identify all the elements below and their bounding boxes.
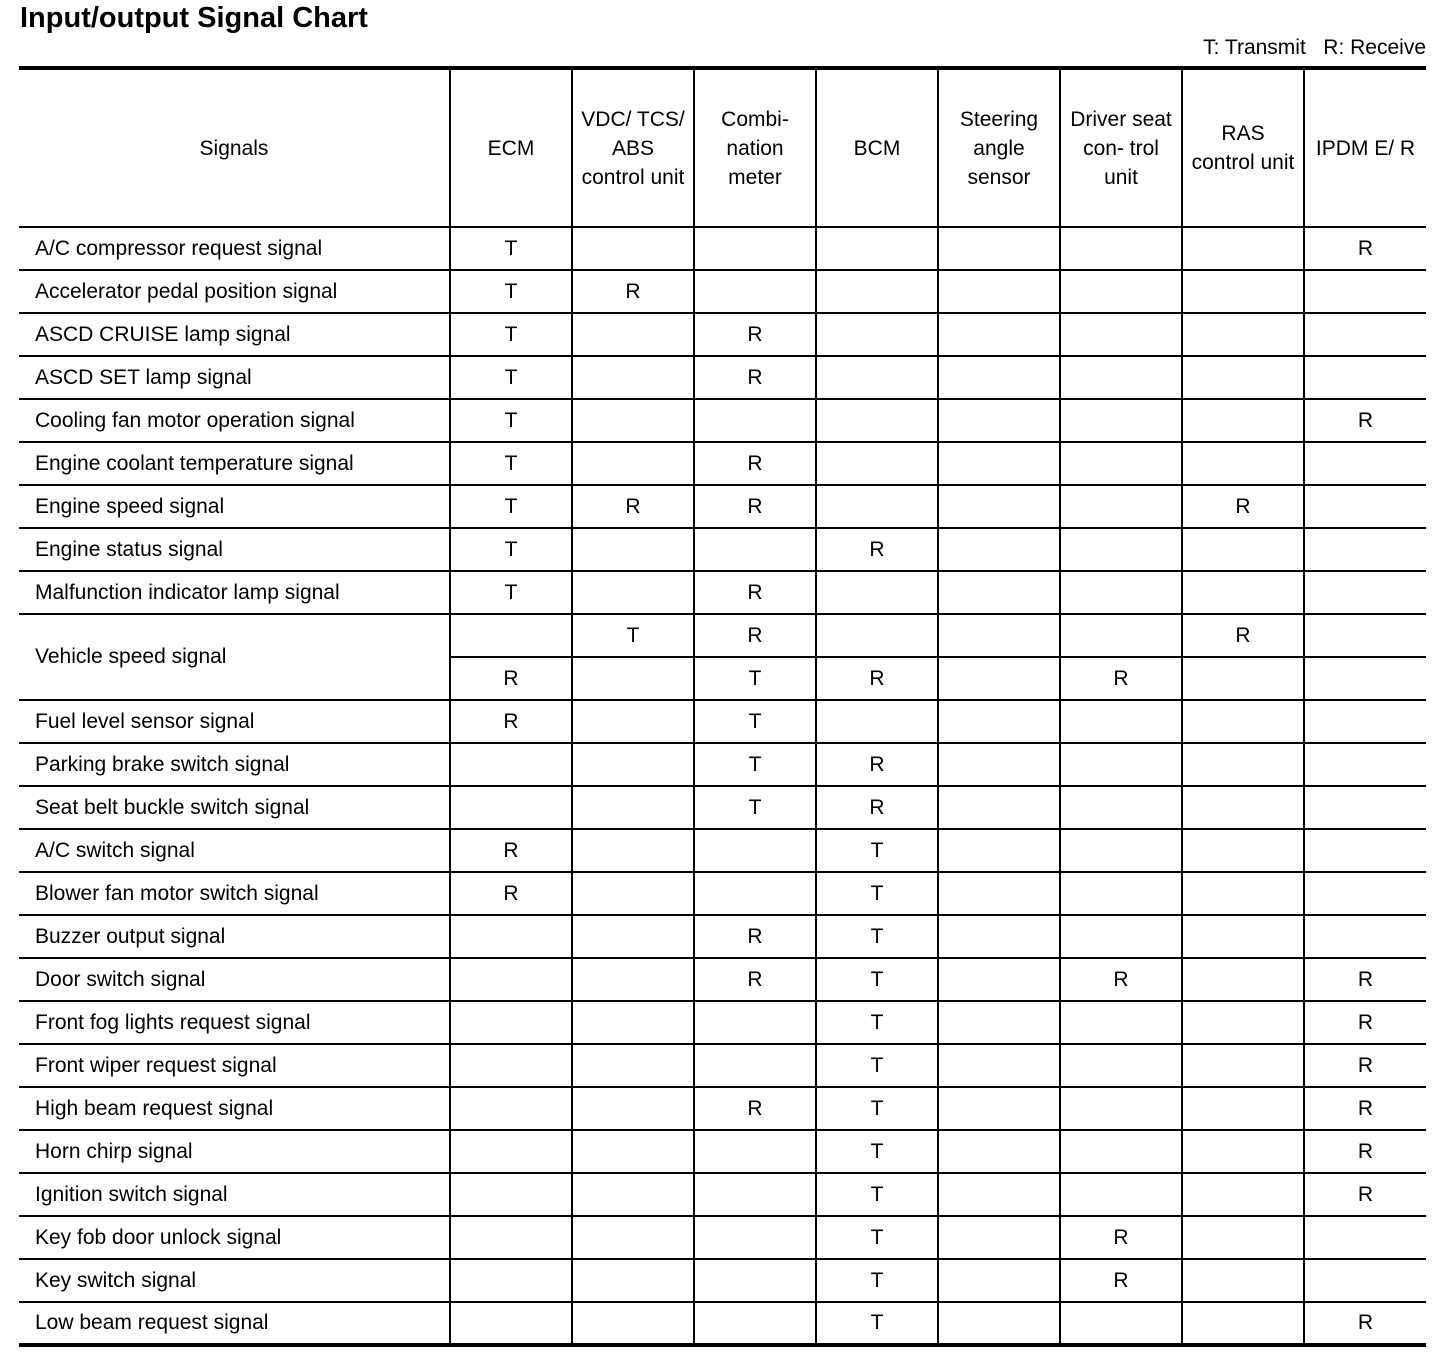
table-row [19,356,1426,399]
signal-value-cell [938,657,1060,700]
signal-value-cell: T [816,1216,938,1259]
signal-value-cell [1060,399,1182,442]
signal-value-cell: T [450,399,572,442]
column-header-ipdm-er: IPDM E/ R [1304,68,1426,227]
signal-value-cell [1182,442,1304,485]
signal-value-cell [938,356,1060,399]
signal-value-cell [1182,1001,1304,1044]
signal-value-cell [1304,1216,1426,1259]
signal-value-cell [938,1173,1060,1216]
signal-value-cell [1060,1130,1182,1173]
signal-value-cell: R [816,528,938,571]
signal-value-cell [450,786,572,829]
signal-value-cell [1304,442,1426,485]
signal-value-cell: T [694,700,816,743]
signal-value-cell [572,399,694,442]
signal-value-cell [1182,1259,1304,1302]
signal-value-cell [694,1173,816,1216]
signal-value-cell [938,1216,1060,1259]
signal-value-cell [694,829,816,872]
signal-value-cell [1304,528,1426,571]
signal-value-cell [450,958,572,1001]
signal-value-cell: T [816,1130,938,1173]
signal-value-cell [1182,399,1304,442]
signal-value-cell: R [694,356,816,399]
signal-value-cell: R [1304,1302,1426,1345]
signal-value-cell: T [450,442,572,485]
signal-value-cell [450,1216,572,1259]
signal-name-cell: Engine coolant temperature signal [19,442,450,485]
header-row [19,68,1426,227]
signal-value-cell [694,1259,816,1302]
signal-value-cell: T [450,270,572,313]
signal-value-cell [572,872,694,915]
signal-value-cell: R [450,872,572,915]
signal-value-cell: T [450,356,572,399]
signal-value-cell [572,1001,694,1044]
signal-value-cell [1304,270,1426,313]
signal-value-cell: R [450,657,572,700]
signal-value-cell: R [1304,1044,1426,1087]
signal-value-cell [1182,313,1304,356]
signal-value-cell [694,227,816,270]
legend-text: T: Transmit R: Receive [1203,36,1426,59]
signal-value-cell [938,399,1060,442]
signal-value-cell [1182,356,1304,399]
signal-value-cell [938,872,1060,915]
signal-value-cell [938,528,1060,571]
signal-value-cell [1060,1087,1182,1130]
signal-value-cell [938,485,1060,528]
signal-value-cell [450,1259,572,1302]
signal-name-cell: Horn chirp signal [19,1130,450,1173]
signal-value-cell: T [816,1044,938,1087]
page-title: Input/output Signal Chart [20,2,368,34]
signal-value-cell: T [694,657,816,700]
signal-value-cell: R [694,958,816,1001]
signal-value-cell: T [450,485,572,528]
signal-value-cell: T [450,227,572,270]
signal-value-cell: T [694,786,816,829]
table-row [19,270,1426,313]
signal-value-cell [572,571,694,614]
signal-value-cell [816,614,938,657]
signal-value-cell [1182,571,1304,614]
signal-value-cell: R [1304,958,1426,1001]
table-row [19,1044,1426,1087]
signal-value-cell [1060,1302,1182,1345]
signal-value-cell [572,1044,694,1087]
signal-value-cell: R [1060,1216,1182,1259]
signal-value-cell [1060,270,1182,313]
table-row [19,915,1426,958]
signal-value-cell [450,1173,572,1216]
signal-value-cell [694,1044,816,1087]
signal-value-cell [1304,657,1426,700]
signal-value-cell [938,700,1060,743]
signal-value-cell [572,442,694,485]
signal-value-cell: R [694,1087,816,1130]
signal-value-cell [1182,958,1304,1001]
signal-value-cell [1060,743,1182,786]
signal-name-cell: Ignition switch signal [19,1173,450,1216]
signal-value-cell [572,958,694,1001]
signal-value-cell [572,657,694,700]
signal-value-cell [1060,356,1182,399]
signal-name-cell: Front fog lights request signal [19,1001,450,1044]
signal-value-cell: R [1060,958,1182,1001]
signal-value-cell [816,227,938,270]
signal-value-cell [572,1173,694,1216]
signal-value-cell [938,1130,1060,1173]
signal-value-cell [572,528,694,571]
table-row [19,1087,1426,1130]
signal-value-cell [1060,915,1182,958]
signal-value-cell [938,313,1060,356]
signal-value-cell [572,313,694,356]
table-row [19,1259,1426,1302]
signal-value-cell: R [694,571,816,614]
signal-value-cell [450,1044,572,1087]
signal-value-cell [938,442,1060,485]
signal-name-cell: Front wiper request signal [19,1044,450,1087]
signal-value-cell [572,1259,694,1302]
signal-value-cell: R [816,786,938,829]
signal-value-cell: R [1304,1130,1426,1173]
signal-name-cell: Accelerator pedal position signal [19,270,450,313]
signal-value-cell: T [694,743,816,786]
signal-value-cell [572,829,694,872]
signal-value-cell [816,571,938,614]
signal-name-cell: Engine status signal [19,528,450,571]
signal-value-cell [1182,915,1304,958]
signal-value-cell: R [450,700,572,743]
signal-value-cell: R [816,657,938,700]
signal-value-cell [1060,442,1182,485]
signal-value-cell [1182,1044,1304,1087]
signal-value-cell [1304,313,1426,356]
signal-value-cell [572,227,694,270]
signal-name-cell: A/C compressor request signal [19,227,450,270]
signal-value-cell [694,1216,816,1259]
signal-value-cell [694,270,816,313]
signal-value-cell [1182,786,1304,829]
signal-name-cell: Key fob door unlock signal [19,1216,450,1259]
signal-value-cell: T [816,1259,938,1302]
signal-name-cell: Door switch signal [19,958,450,1001]
table-row [19,1173,1426,1216]
table-body [19,227,1426,1345]
signal-value-cell [1182,270,1304,313]
signal-value-cell [938,1259,1060,1302]
signal-value-cell [694,1001,816,1044]
column-header-vdc-tcs-abs: VDC/ TCS/ ABS control unit [572,68,694,227]
table-row [19,829,1426,872]
signal-value-cell: R [1304,1001,1426,1044]
signal-value-cell: R [1304,1173,1426,1216]
signal-value-cell [1060,1173,1182,1216]
signal-value-cell: T [450,313,572,356]
signal-value-cell [1182,700,1304,743]
signal-value-cell: R [816,743,938,786]
table-row [19,442,1426,485]
signal-value-cell: R [572,270,694,313]
table-row [19,313,1426,356]
signal-name-cell: A/C switch signal [19,829,450,872]
signal-name-cell: Blower fan motor switch signal [19,872,450,915]
signal-value-cell [1060,786,1182,829]
signal-value-cell: R [1182,485,1304,528]
signal-value-cell [816,313,938,356]
signal-name-cell: Seat belt buckle switch signal [19,786,450,829]
column-header-steering-angle-sensor: Steering angle sensor [938,68,1060,227]
signal-value-cell [1182,1302,1304,1345]
signal-value-cell [572,356,694,399]
signal-value-cell: T [816,1087,938,1130]
signal-value-cell: T [572,614,694,657]
signal-value-cell [450,614,572,657]
signal-value-cell [816,485,938,528]
signal-name-cell: Key switch signal [19,1259,450,1302]
signal-value-cell [1304,786,1426,829]
table-row [19,1216,1426,1259]
signal-value-cell [1182,743,1304,786]
signal-name-cell: Parking brake switch signal [19,743,450,786]
signal-name-cell: Cooling fan motor operation signal [19,399,450,442]
signal-value-cell [938,270,1060,313]
signal-value-cell [816,700,938,743]
signal-value-cell [938,743,1060,786]
signal-value-cell [572,1087,694,1130]
column-header-combination-meter: Combi- nation meter [694,68,816,227]
signal-name-cell: Engine speed signal [19,485,450,528]
signal-name-cell: Vehicle speed signal [19,614,450,700]
signal-value-cell [1182,1130,1304,1173]
signal-value-cell [938,571,1060,614]
table-row [19,700,1426,743]
table-row [19,958,1426,1001]
signal-value-cell [1304,872,1426,915]
table-row [19,227,1426,270]
table-row [19,399,1426,442]
signal-value-cell [938,227,1060,270]
signal-value-cell [938,829,1060,872]
signal-name-cell: Buzzer output signal [19,915,450,958]
signal-value-cell: T [816,915,938,958]
signal-name-cell: ASCD SET lamp signal [19,356,450,399]
signal-value-cell: T [816,872,938,915]
signal-value-cell: R [694,313,816,356]
column-header-driver-seat-control-unit: Driver seat con- trol unit [1060,68,1182,227]
signal-value-cell [1304,571,1426,614]
signal-value-cell [1182,1087,1304,1130]
signal-value-cell [694,399,816,442]
signal-value-cell: R [1304,399,1426,442]
signal-value-cell [1060,1001,1182,1044]
signal-value-cell [450,743,572,786]
signal-value-cell [1304,700,1426,743]
signal-value-cell [572,915,694,958]
signal-value-cell [1060,829,1182,872]
signal-value-cell [938,958,1060,1001]
signal-value-cell: R [694,442,816,485]
column-header-ecm: ECM [450,68,572,227]
signal-value-cell [1304,485,1426,528]
signal-value-cell [1060,700,1182,743]
signal-value-cell [572,700,694,743]
signal-value-cell [1060,614,1182,657]
signal-value-cell [938,1087,1060,1130]
signal-value-cell: R [694,915,816,958]
signal-name-cell: High beam request signal [19,1087,450,1130]
signal-value-cell [1182,1216,1304,1259]
signal-value-cell [450,1130,572,1173]
signal-value-cell [938,1302,1060,1345]
signal-value-cell [572,1130,694,1173]
signal-value-cell: R [694,485,816,528]
column-header-ras-control-unit: RAS control unit [1182,68,1304,227]
signal-value-cell: R [1060,1259,1182,1302]
signal-value-cell [938,1001,1060,1044]
table-row [19,1302,1426,1345]
signal-name-cell: ASCD CRUISE lamp signal [19,313,450,356]
signal-name-cell: Low beam request signal [35,1311,269,1334]
signal-value-cell: T [816,958,938,1001]
signal-name-cell: Malfunction indicator lamp signal [19,571,450,614]
signal-value-cell [816,399,938,442]
signal-value-cell [1304,915,1426,958]
table-row [19,571,1426,614]
signal-value-cell [694,872,816,915]
signal-value-cell [938,614,1060,657]
signal-chart-table [19,66,1426,1347]
table-row [19,786,1426,829]
signal-value-cell: T [816,1302,938,1345]
signal-value-cell [1304,614,1426,657]
signal-value-cell: R [694,614,816,657]
signal-value-cell: R [1304,227,1426,270]
signal-value-cell [1060,872,1182,915]
signal-value-cell [572,1216,694,1259]
signal-value-cell [1060,1044,1182,1087]
signal-value-cell [694,1302,816,1345]
signal-value-cell: R [1182,614,1304,657]
signal-value-cell [1182,829,1304,872]
signal-value-cell [450,1001,572,1044]
signal-value-cell: T [450,571,572,614]
signal-value-cell [1060,485,1182,528]
table-row [19,1001,1426,1044]
signal-value-cell [1304,356,1426,399]
signal-value-cell: R [450,829,572,872]
signal-value-cell [572,743,694,786]
table-row [19,872,1426,915]
table-row [19,528,1426,571]
signal-value-cell [450,1087,572,1130]
signal-value-cell [1060,528,1182,571]
signal-value-cell: T [816,1173,938,1216]
signal-value-cell [450,1302,572,1345]
signal-value-cell: R [1060,657,1182,700]
signal-value-cell [1182,528,1304,571]
signal-value-cell [694,1130,816,1173]
signal-value-cell: T [816,829,938,872]
signal-value-cell: R [572,485,694,528]
signal-value-cell: T [450,528,572,571]
signal-value-cell [1182,227,1304,270]
signal-value-cell [1182,657,1304,700]
signal-value-cell [816,442,938,485]
signal-value-cell: T [816,1001,938,1044]
column-header-signals: Signals [19,68,450,227]
signal-value-cell [572,1302,694,1345]
column-header-bcm: BCM [816,68,938,227]
signal-value-cell: R [1304,1087,1426,1130]
signal-value-cell [816,356,938,399]
table-row [19,485,1426,528]
signal-value-cell [938,1044,1060,1087]
signal-value-cell [1304,1259,1426,1302]
table-row [19,743,1426,786]
signal-value-cell [1304,829,1426,872]
table-row [19,614,1426,657]
signal-value-cell [450,915,572,958]
signal-value-cell [1304,743,1426,786]
table-row [19,1130,1426,1173]
signal-value-cell [938,786,1060,829]
signal-value-cell [1060,227,1182,270]
signal-value-cell [938,915,1060,958]
signal-value-cell [694,528,816,571]
signal-value-cell [1182,1173,1304,1216]
signal-value-cell [1060,571,1182,614]
signal-value-cell [1060,313,1182,356]
signal-value-cell [1182,872,1304,915]
signal-value-cell [816,270,938,313]
signal-value-cell [572,786,694,829]
signal-name-cell: Fuel level sensor signal [19,700,450,743]
